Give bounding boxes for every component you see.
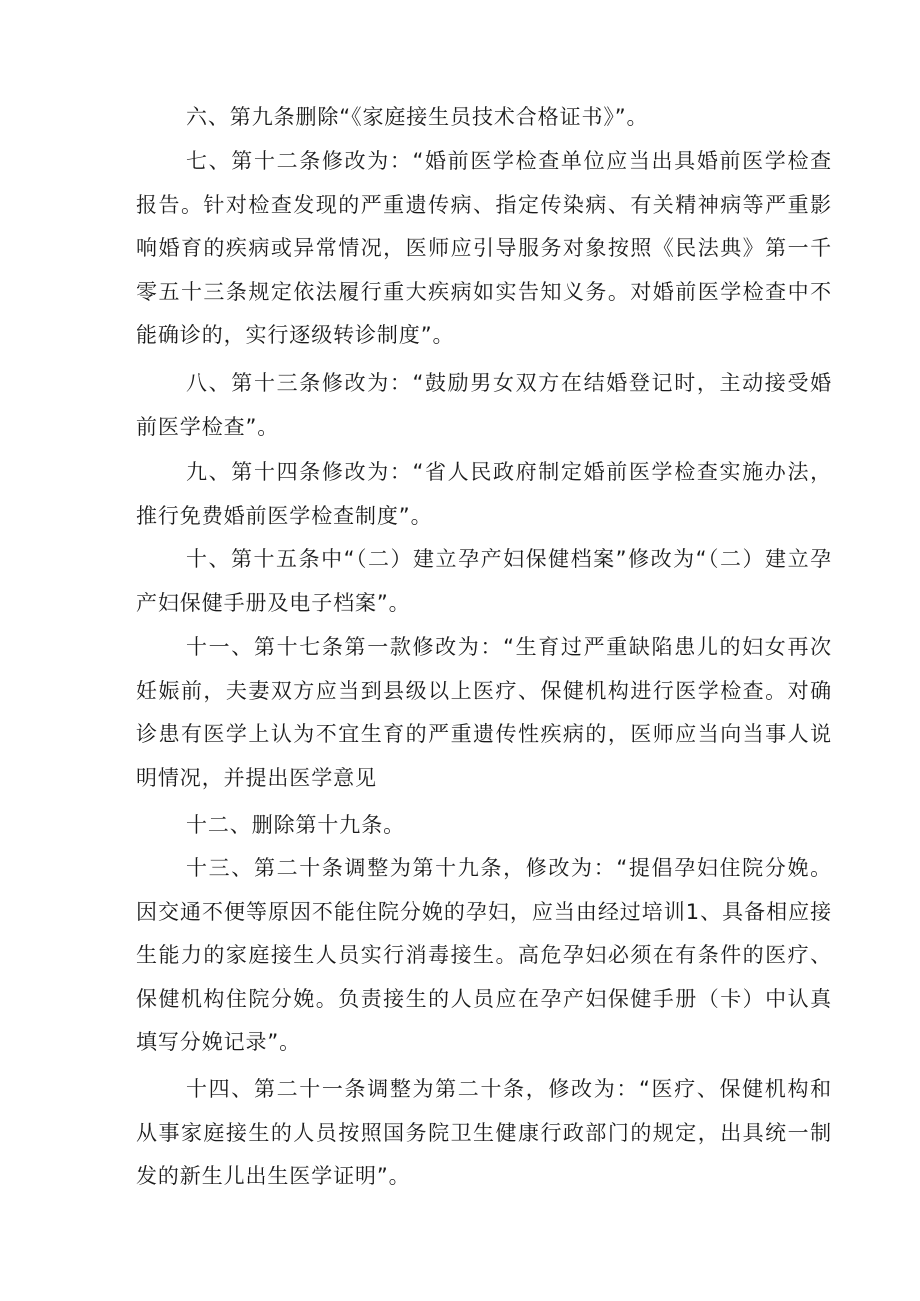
paragraph-item-10: 十、第十五条中“（二）建立孕产妇保健档案”修改为“（二）建立孕产妇保健手册及电子档案”。 bbox=[136, 547, 832, 615]
paragraph-item-12: 十二、删除第十九条。 bbox=[186, 813, 405, 837]
paragraph-item-11: 十一、第十七条第一款修改为：“生育过严重缺陷患儿的妇女再次妊娠前，夫妻双方应当到县级以上医疗、保健机构进行医学检查。对确诊患有医学上认为不宜生育的严重遗传性疾病的，医师应当向当事人说明情况，并提出医学意见 bbox=[136, 635, 832, 790]
paragraph-item-14: 十四、第二十一条调整为第二十条，修改为：“医疗、保健机构和从事家庭接生的人员按照国务院卫生健康行政部门的规定，出具统一制发的新生儿出生医学证明”。 bbox=[136, 1077, 832, 1189]
paragraph-item-13: 十三、第二十条调整为第十九条，修改为：“提倡孕妇住院分娩。因交通不便等原因不能住院分娩的孕妇，应当由经过培训1、具备相应接生能力的家庭接生人员实行消毒接生。高危孕妇必须在有条件的医疗、保健机构住院分娩。负责接生的人员应在孕产妇保健手册（卡）中认真填写分娩记录”。 bbox=[136, 856, 832, 1055]
paragraph-item-9: 九、第十四条修改为：“省人民政府制定婚前医学检查实施办法，推行免费婚前医学检查制度”。 bbox=[136, 460, 832, 528]
paragraph-item-7: 七、第十二条修改为：“婚前医学检查单位应当出具婚前医学检查报告。针对检查发现的严重遗传病、指定传染病、有关精神病等严重影响婚育的疾病或异常情况，医师应引导服务对象按照《民法典》第一千零五十三条规定依法履行重大疾病如实告知义务。对婚前医学检查中不能确诊的，实行逐级转诊制度”。 bbox=[136, 149, 832, 348]
paragraph-item-8: 八、第十三条修改为：“鼓励男女双方在结婚登记时，主动接受婚前医学检查”。 bbox=[136, 371, 832, 439]
paragraph-item-6: 六、第九条删除“《家庭接生员技术合格证书》”。 bbox=[186, 105, 649, 129]
